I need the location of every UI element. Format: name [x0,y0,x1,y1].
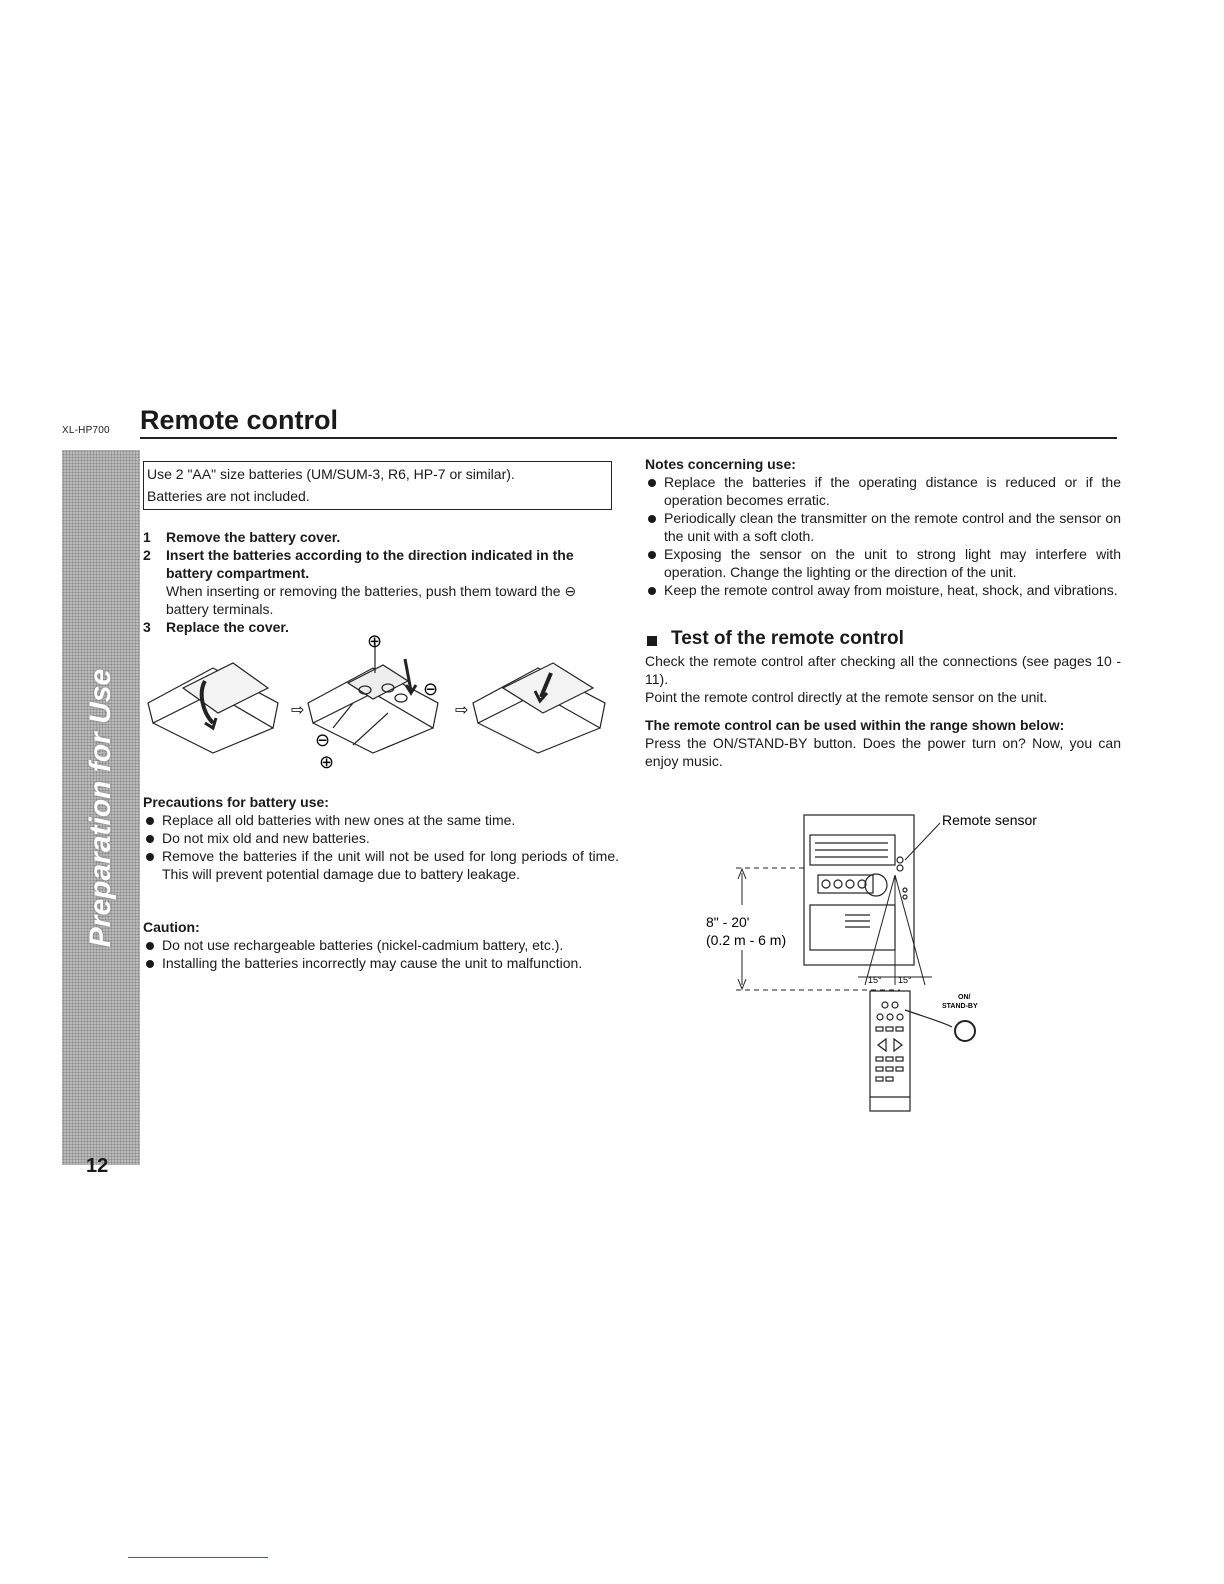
battery-info-box [143,461,612,510]
square-bullet-icon [647,636,657,646]
battery-installation-figure [143,633,613,773]
angle-right-label: 15° [898,975,912,985]
remote-cover-removing [148,663,278,753]
list-item: Installing the batteries incorrectly may cause the unit to malfunction. [143,954,619,972]
notes-list [645,473,1121,599]
test-section [645,630,1121,770]
page-number: 12 [86,1155,109,1177]
list-item: Keep the remote control away from moisture, heat, shock, and vibrations. [645,581,1121,599]
minus-terminal-right: ⊖ [423,679,439,700]
distance-imperial: 8" - 20' [706,914,750,930]
section-side-tab-label-wrap [62,450,140,1165]
precautions-section [143,793,619,883]
section-side-tab-label: Preparation for Use [84,668,118,947]
title-rule [140,437,1117,439]
battery-steps [143,528,618,636]
remote-range-figure [700,805,1080,1120]
precautions-heading: Precautions for battery use: [143,794,329,810]
arrow-2: ⇨ [455,700,469,719]
step-number: 3 [143,619,151,635]
list-item: Replace the batteries if the operating distance is reduced or if the operation becomes erratic. [645,473,1121,509]
list-item: Periodically clean the transmitter on the remote control and the sensor on the unit with a soft cloth. [645,509,1121,545]
angle-left-label: 15° [868,975,882,985]
model-number: XL-HP700 [62,425,110,436]
distance-metric: (0.2 m - 6 m) [706,932,787,948]
remote-sensor-label: Remote sensor [942,812,1037,828]
minus-terminal-left: ⊖ [315,730,331,751]
list-item: Do not use rechargeable batteries (nickel-cadmium battery, etc.). [143,936,619,954]
page-title: Remote control [140,405,339,435]
list-item: Exposing the sensor on the unit to strong light may interfere with operation. Change the lighting or the direction of the unit. [645,545,1121,581]
test-paragraph-3: Press the ON/STAND-BY button. Does the power turn on? Now, you can enjoy music. [645,735,1121,769]
notes-heading: Notes concerning use: [645,456,796,472]
caution-section [143,918,619,972]
on-standby-label-1: ON/ [958,994,971,1001]
battery-info-line-2: Batteries are not included. [147,488,310,504]
step-2 [143,546,618,618]
test-heading: Test of the remote control [671,628,904,649]
notes-section [645,455,1121,599]
step-text: Replace the cover. [166,619,289,635]
step-1 [143,528,618,546]
list-item: Remove the batteries if the unit will not be used for long periods of time. This will prevent potential damage due to battery leakage. [143,847,619,883]
test-heading-wrap [645,630,1121,648]
test-paragraph-1: Check the remote control after checking all the connections (see pages 10 - 11). [645,653,1121,687]
step-text: Remove the battery cover. [166,529,341,545]
list-item: Replace all old batteries with new ones at the same time. [143,811,619,829]
range-statement: The remote control can be used within the range shown below: [645,717,1065,733]
caution-heading: Caution: [143,919,200,935]
plus-terminal-bottom: ⊕ [319,752,335,773]
plus-terminal-top: ⊕ [367,633,383,652]
remote-cover-replacing [473,663,605,753]
step-text: Insert the batteries according to the direction indicated in the battery compartment. [166,547,574,581]
precautions-list [143,811,619,883]
list-item: Do not mix old and new batteries. [143,829,619,847]
step-subtext: When inserting or removing the batteries, push them toward the ⊖ battery terminals. [166,583,577,617]
battery-info-line-1: Use 2 "AA" size batteries (UM/SUM-3, R6, HP-7 or similar). [147,466,515,482]
bottom-rule [128,1557,268,1558]
caution-list [143,936,619,972]
stereo-unit [804,815,914,965]
test-paragraph-2: Point the remote control directly at the remote sensor on the unit. [645,689,1048,705]
step-number: 1 [143,529,151,545]
on-standby-label-2: STAND-BY [942,1003,978,1010]
step-number: 2 [143,547,151,563]
arrow-1: ⇨ [291,700,305,719]
